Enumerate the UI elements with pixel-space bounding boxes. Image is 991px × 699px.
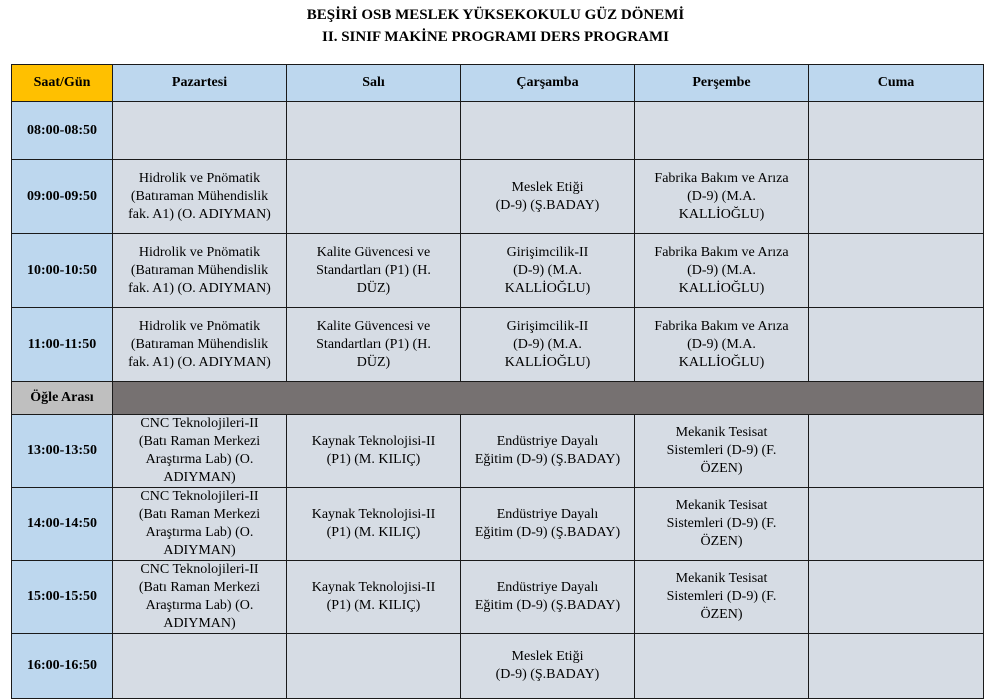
- course-line: (D-9) (M.A.: [687, 188, 756, 204]
- course-line: Fabrika Bakım ve Arıza: [654, 318, 789, 334]
- course-line: ADIYMAN): [163, 470, 236, 485]
- cell-wednesday: [461, 102, 635, 160]
- course-line: KALLİOĞLU): [678, 354, 765, 370]
- course-line: (Batıraman Mühendislik: [130, 262, 269, 278]
- course-line: Meslek Etiği: [511, 649, 584, 664]
- cell-thursday: [635, 234, 809, 308]
- course-line: fak. A1) (O. ADIYMAN): [128, 280, 271, 296]
- cell-thursday: [635, 634, 809, 699]
- cell-tuesday: [287, 160, 461, 234]
- course-line: Araştırma Lab) (O.: [145, 525, 254, 540]
- course-line: Kalite Güvencesi ve: [316, 318, 431, 334]
- cell-monday: [113, 634, 287, 699]
- course-line: Fabrika Bakım ve Arıza: [654, 170, 789, 186]
- cell-friday: [809, 634, 984, 699]
- course-line: CNC Teknolojileri-II: [140, 489, 259, 504]
- time-slot: 14:00-14:50: [12, 488, 113, 561]
- cell-thursday: [635, 102, 809, 160]
- lunch-break-label: Öğle Arası: [12, 382, 113, 415]
- cell-tuesday: [287, 488, 461, 561]
- course-line: fak. A1) (O. ADIYMAN): [128, 206, 271, 222]
- course-line: (Batı Raman Merkezi: [138, 434, 261, 449]
- course-line: (D-9) (M.A.: [513, 262, 582, 278]
- header-time-day: Saat/Gün: [12, 65, 113, 102]
- course-line: (D-9) (Ş.BADAY): [495, 197, 600, 213]
- cell-friday: [809, 308, 984, 382]
- cell-friday: [809, 234, 984, 308]
- time-slot: 09:00-09:50: [12, 160, 113, 234]
- time-slot: 11:00-11:50: [12, 308, 113, 382]
- schedule-row: [12, 488, 984, 561]
- schedule-row: [12, 308, 984, 382]
- cell-tuesday: [287, 561, 461, 634]
- course-line: Araştırma Lab) (O.: [145, 452, 254, 467]
- header-tuesday: Salı: [287, 65, 461, 102]
- course-line: (P1) (M. KILIÇ): [326, 525, 421, 540]
- schedule-row: [12, 561, 984, 634]
- lunch-break-row: [12, 382, 984, 415]
- course-line: Fabrika Bakım ve Arıza: [654, 244, 789, 260]
- course-line: Meslek Etiği: [511, 179, 584, 195]
- course-line: Araştırma Lab) (O.: [145, 598, 254, 613]
- course-line: ADIYMAN): [163, 543, 236, 558]
- course-line: Kaynak Teknolojisi-II: [311, 434, 436, 449]
- time-slot: 15:00-15:50: [12, 561, 113, 634]
- course-line: (Batı Raman Merkezi: [138, 580, 261, 595]
- course-line: Hidrolik ve Pnömatik: [138, 244, 261, 260]
- cell-tuesday: [287, 634, 461, 699]
- cell-wednesday: [461, 234, 635, 308]
- header-monday: Pazartesi: [113, 65, 287, 102]
- cell-wednesday: [461, 634, 635, 699]
- course-line: Sistemleri (D-9) (F.: [666, 589, 777, 604]
- course-line: Mekanik Tesisat: [675, 571, 768, 586]
- course-line: Girişimcilik-II: [506, 318, 589, 334]
- course-line: ÖZEN): [700, 461, 743, 476]
- header-row: [12, 65, 984, 102]
- schedule-row: [12, 634, 984, 699]
- course-line: (Batıraman Mühendislik: [130, 188, 269, 204]
- cell-monday: [113, 308, 287, 382]
- course-line: fak. A1) (O. ADIYMAN): [128, 354, 271, 370]
- course-line: Sistemleri (D-9) (F.: [666, 443, 777, 458]
- course-line: KALLİOĞLU): [504, 280, 591, 296]
- lunch-break-fill: [113, 382, 984, 415]
- course-line: Eğitim (D-9) (Ş.BADAY): [474, 452, 621, 467]
- course-line: Standartları (P1) (H.: [316, 336, 431, 352]
- course-line: (Batı Raman Merkezi: [138, 507, 261, 522]
- course-line: Sistemleri (D-9) (F.: [666, 516, 777, 531]
- cell-monday: [113, 488, 287, 561]
- course-line: KALLİOĞLU): [504, 354, 591, 370]
- cell-wednesday: [461, 308, 635, 382]
- time-slot: 13:00-13:50: [12, 415, 113, 488]
- course-line: Girişimcilik-II: [506, 244, 589, 260]
- cell-monday: [113, 102, 287, 160]
- cell-tuesday: [287, 234, 461, 308]
- cell-wednesday: [461, 488, 635, 561]
- time-slot: 08:00-08:50: [12, 102, 113, 160]
- cell-friday: [809, 561, 984, 634]
- course-line: Standartları (P1) (H.: [316, 262, 431, 278]
- course-line: ÖZEN): [700, 607, 743, 622]
- course-line: Eğitim (D-9) (Ş.BADAY): [474, 598, 621, 613]
- course-line: (D-9) (M.A.: [513, 336, 582, 352]
- cell-monday: [113, 234, 287, 308]
- course-line: Kaynak Teknolojisi-II: [311, 580, 436, 595]
- course-line: ADIYMAN): [163, 616, 236, 631]
- header-thursday: Perşembe: [635, 65, 809, 102]
- course-line: ÖZEN): [700, 534, 743, 549]
- cell-friday: [809, 102, 984, 160]
- schedule-row: [12, 234, 984, 308]
- schedule-row: [12, 102, 984, 160]
- document-title: BEŞİRİ OSB MESLEK YÜKSEKOKULU GÜZ DÖNEMİ: [306, 7, 685, 23]
- cell-thursday: [635, 415, 809, 488]
- course-line: Endüstriye Dayalı: [496, 580, 599, 595]
- course-line: (P1) (M. KILIÇ): [326, 598, 421, 613]
- course-line: Hidrolik ve Pnömatik: [138, 318, 261, 334]
- course-line: (D-9) (M.A.: [687, 262, 756, 278]
- cell-wednesday: [461, 415, 635, 488]
- cell-thursday: [635, 160, 809, 234]
- cell-tuesday: [287, 102, 461, 160]
- time-slot: 16:00-16:50: [12, 634, 113, 699]
- course-line: (D-9) (Ş.BADAY): [495, 667, 600, 682]
- course-line: (D-9) (M.A.: [687, 336, 756, 352]
- cell-monday: [113, 561, 287, 634]
- course-line: CNC Teknolojileri-II: [140, 416, 259, 431]
- cell-monday: [113, 415, 287, 488]
- course-line: Mekanik Tesisat: [675, 498, 768, 513]
- schedule-row: [12, 160, 984, 234]
- course-line: DÜZ): [356, 354, 391, 370]
- course-line: CNC Teknolojileri-II: [140, 562, 259, 577]
- schedule-table: [11, 64, 984, 699]
- course-line: Mekanik Tesisat: [675, 425, 768, 440]
- cell-thursday: [635, 308, 809, 382]
- cell-friday: [809, 415, 984, 488]
- schedule-row: [12, 415, 984, 488]
- document-subtitle: II. SINIF MAKİNE PROGRAMI DERS PROGRAMI: [322, 29, 669, 45]
- cell-monday: [113, 160, 287, 234]
- course-line: KALLİOĞLU): [678, 280, 765, 296]
- course-line: KALLİOĞLU): [678, 206, 765, 222]
- course-line: (P1) (M. KILIÇ): [326, 452, 421, 467]
- cell-friday: [809, 160, 984, 234]
- course-line: Endüstriye Dayalı: [496, 507, 599, 522]
- cell-tuesday: [287, 308, 461, 382]
- cell-tuesday: [287, 415, 461, 488]
- schedule-body: [12, 65, 984, 699]
- header-friday: Cuma: [809, 65, 984, 102]
- cell-thursday: [635, 561, 809, 634]
- course-line: Kaynak Teknolojisi-II: [311, 507, 436, 522]
- cell-wednesday: [461, 160, 635, 234]
- cell-wednesday: [461, 561, 635, 634]
- cell-friday: [809, 488, 984, 561]
- course-line: Kalite Güvencesi ve: [316, 244, 431, 260]
- course-line: DÜZ): [356, 280, 391, 296]
- course-line: Eğitim (D-9) (Ş.BADAY): [474, 525, 621, 540]
- course-line: (Batıraman Mühendislik: [130, 336, 269, 352]
- course-line: Hidrolik ve Pnömatik: [138, 170, 261, 186]
- time-slot: 10:00-10:50: [12, 234, 113, 308]
- cell-thursday: [635, 488, 809, 561]
- course-line: Endüstriye Dayalı: [496, 434, 599, 449]
- header-wednesday: Çarşamba: [461, 65, 635, 102]
